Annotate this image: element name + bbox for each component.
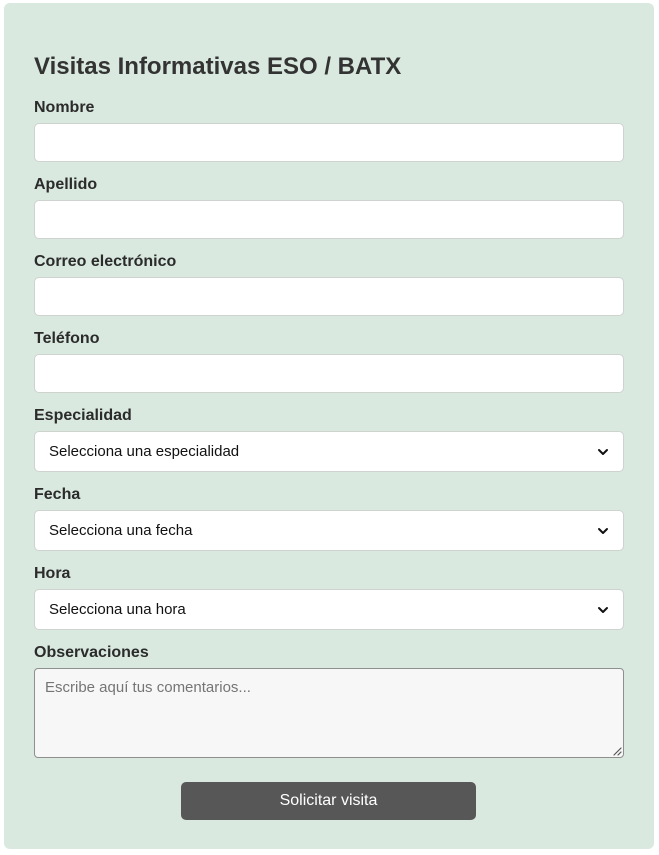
observaciones-label: Observaciones — [34, 644, 149, 661]
fecha-selected-value: Selecciona una fecha — [49, 522, 193, 539]
resize-grip-icon[interactable] — [612, 746, 622, 756]
hora-select[interactable] — [34, 589, 624, 630]
hora-label: Hora — [34, 565, 71, 582]
apellido-label: Apellido — [34, 176, 98, 193]
nombre-input[interactable] — [34, 123, 624, 162]
telefono-input[interactable] — [34, 354, 624, 393]
solicitar-visita-button[interactable]: Solicitar visita — [181, 782, 476, 820]
fecha-select[interactable] — [34, 510, 624, 551]
especialidad-label: Especialidad — [34, 407, 132, 424]
hora-selected-value: Selecciona una hora — [49, 601, 186, 618]
nombre-label: Nombre — [34, 99, 95, 116]
especialidad-selected-value: Selecciona una especialidad — [49, 443, 240, 460]
chevron-down-icon — [597, 525, 609, 537]
chevron-down-icon — [597, 446, 609, 458]
correo-label: Correo electrónico — [34, 253, 177, 270]
form-title: Visitas Informativas ESO / BATX — [34, 53, 402, 80]
email-input[interactable] — [34, 277, 624, 316]
especialidad-select[interactable] — [34, 431, 624, 472]
chevron-down-icon — [597, 604, 609, 616]
form-card — [4, 3, 654, 849]
fecha-label: Fecha — [34, 486, 81, 503]
observaciones-textarea[interactable] — [34, 668, 624, 758]
telefono-label: Teléfono — [34, 330, 100, 347]
apellido-input[interactable] — [34, 200, 624, 239]
